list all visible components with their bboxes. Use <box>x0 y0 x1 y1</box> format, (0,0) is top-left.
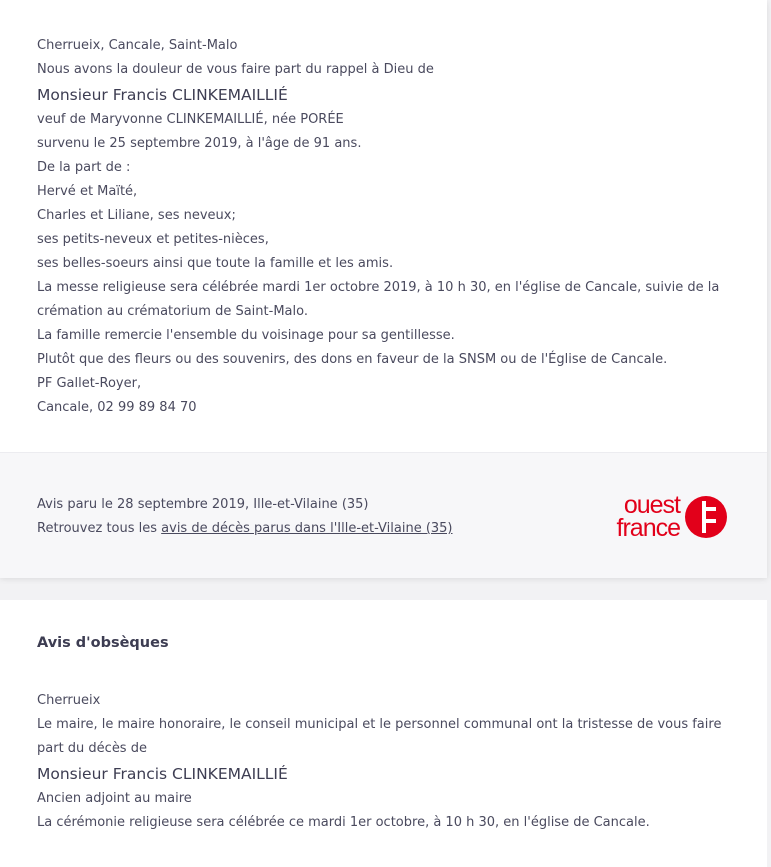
text-line: De la part de : <box>37 160 131 175</box>
text-line: Le maire, le maire honoraire, le conseil municipal et le personnel communal ont la tristesse de vous faire part du décès de <box>37 717 722 756</box>
ouest-france-logo[interactable] <box>585 491 730 543</box>
section-title: Avis d'obsèques <box>37 635 169 651</box>
find-prefix: Retrouvez tous les <box>37 521 162 536</box>
funeral-notice-text <box>37 689 727 835</box>
text-line: Hervé et Maïté, <box>37 184 138 199</box>
text-line: survenu le 25 septembre 2019, à l'âge de 91 ans. <box>37 136 362 151</box>
text-line: Cherrueix <box>37 693 101 708</box>
text-line: Plutôt que des fleurs ou des souvenirs, des dons en faveur de la SNSM ou de l'Église de Cancale. <box>37 352 668 367</box>
text-line: veuf de Maryvonne CLINKEMAILLIÉ, née PORÉE <box>37 112 344 127</box>
text-line: La cérémonie religieuse sera célébrée ce mardi 1er octobre, à 10 h 30, en l'église de Cancale. <box>37 815 650 830</box>
text-line: Nous avons la douleur de vous faire part du rappel à Dieu de <box>37 62 434 77</box>
published-date: Avis paru le 28 septembre 2019, Ille-et-Vilaine (35) <box>37 497 369 512</box>
notice-footer <box>0 452 767 578</box>
funeral-notice-card <box>0 600 767 867</box>
text-line: Charles et Liliane, ses neveux; <box>37 208 236 223</box>
deceased-name: Monsieur Francis CLINKEMAILLIÉ <box>37 765 288 783</box>
find-all-link[interactable]: avis de décès parus dans l'Ille-et-Vilaine (35) <box>161 521 453 536</box>
text-line: La famille remercie l'ensemble du voisinage pour sa gentillesse. <box>37 328 455 343</box>
text-line: PF Gallet-Royer, <box>37 376 142 391</box>
publication-info <box>37 493 453 541</box>
text-line: La messe religieuse sera célébrée mardi 1er octobre 2019, à 10 h 30, en l'église de Cancale, suivie de la crémation au crématorium de Saint-Malo. <box>37 280 720 319</box>
text-line: Cancale, 02 99 89 84 70 <box>37 400 197 415</box>
logo-word-france: france <box>616 514 680 542</box>
text-line: ses petits-neveux et petites-nièces, <box>37 232 269 247</box>
obituary-text <box>37 34 727 420</box>
find-all-line <box>37 517 453 541</box>
text-line: Ancien adjoint au maire <box>37 791 192 806</box>
logo-word-ouest: ouest <box>623 491 680 519</box>
text-line: Cherrueix, Cancale, Saint-Malo <box>37 38 238 53</box>
deceased-name: Monsieur Francis CLINKEMAILLIÉ <box>37 86 288 104</box>
text-line: ses belles-soeurs ainsi que toute la famille et les amis. <box>37 256 394 271</box>
